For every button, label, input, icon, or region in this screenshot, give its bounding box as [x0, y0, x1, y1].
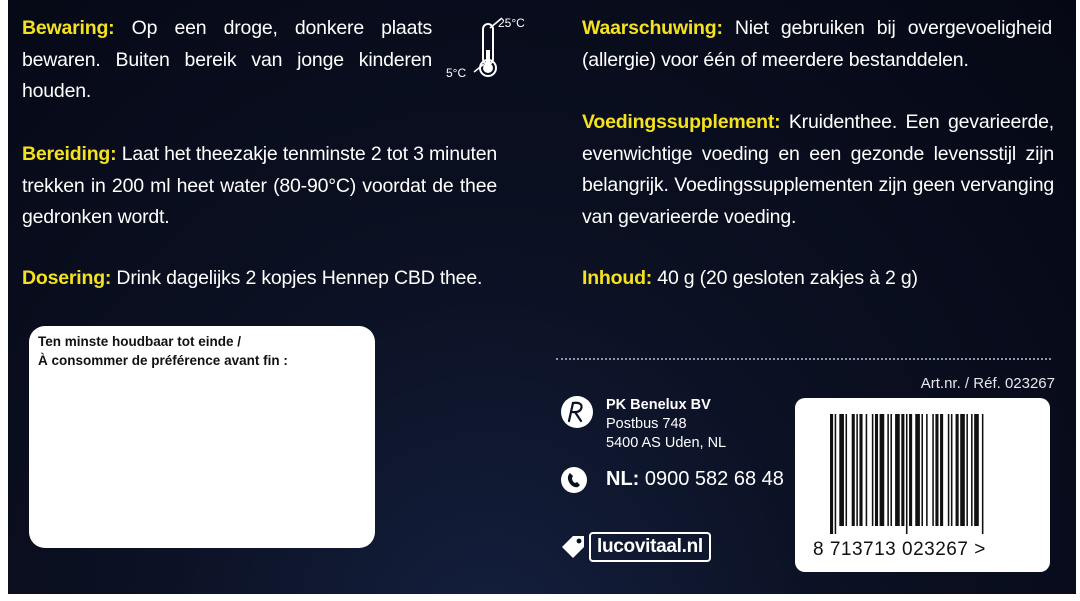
warning-paragraph [582, 13, 1052, 76]
preparation-text: Laat het theezakje tenminste 2 tot 3 minuten trekken in 200 ml heet water (80-90°C) voordat de thee gedronken wordt. [22, 143, 497, 228]
barcode-bar [835, 414, 837, 534]
barcode-bar [971, 414, 973, 526]
best-before-label [38, 332, 368, 370]
barcode-bar [895, 414, 900, 526]
barcode-bar [935, 414, 938, 526]
phone-number [606, 468, 784, 491]
barcode-bar [921, 414, 923, 526]
warning-text: Niet gebruiken bij overgevoeligheid (allergie) voor één of meerdere bestanddelen. [582, 17, 1052, 71]
supplement-text: Kruidenthee. Een gevarieerde, evenwichtige voeding en een gezonde levensstijl zijn belangrijk. Voedingssupplementen zijn geen vervanging van gevarieerde voeding. [582, 111, 1054, 228]
barcode-bar [866, 414, 868, 526]
content-label: Inhoud: [582, 267, 653, 289]
barcode-bar [909, 414, 912, 526]
barcode-bar [974, 414, 979, 526]
thermometer-max-label: 25°C [498, 16, 525, 30]
website-logo [559, 532, 719, 562]
barcode-bar [906, 414, 908, 534]
storage-text: Op een droge, donkere plaats bewaren. Buiten bereik van jonge kinderen houden. [22, 17, 432, 102]
barcode-bar [875, 414, 878, 526]
product-label-back [8, 0, 1076, 594]
company-address-line-1: Postbus 748 [606, 416, 687, 432]
barcode-bar [856, 414, 858, 526]
company-address-line-2: 5400 AS Uden, NL [606, 435, 727, 451]
supplement-paragraph [582, 107, 1054, 233]
best-before-line-2: À consommer de préférence avant fin : [38, 353, 288, 368]
barcode-bar [966, 414, 968, 526]
preparation-paragraph [22, 139, 497, 234]
barcode-icon [830, 414, 1026, 534]
barcode-box [795, 398, 1050, 572]
thermometer-icon [444, 14, 534, 84]
barcode-bar [852, 414, 855, 526]
barcode-bar [948, 414, 950, 526]
barcode-bar [901, 414, 904, 526]
price-tag-icon [559, 533, 587, 561]
supplement-label: Voedingssupplement: [582, 111, 781, 133]
barcode-bar [951, 414, 953, 526]
barcode-bar [830, 414, 833, 534]
dosage-label: Dosering: [22, 267, 112, 289]
storage-paragraph [22, 13, 432, 108]
content-paragraph [582, 263, 1052, 295]
warning-label: Waarschuwing: [582, 17, 723, 39]
barcode-bar [915, 414, 920, 526]
barcode-bar [982, 414, 984, 534]
barcode-bar [880, 414, 885, 526]
barcode-bar [956, 414, 959, 526]
company-name: PK Benelux BV [606, 397, 711, 413]
phone-icon [559, 465, 589, 495]
phone-digits: 0900 582 68 48 [639, 468, 784, 490]
best-before-box [29, 326, 375, 548]
barcode-bar [839, 414, 844, 526]
barcode-bar [890, 414, 892, 526]
barcode-bar [859, 414, 862, 526]
barcode-bar [960, 414, 965, 526]
barcode-bar [846, 414, 848, 526]
dotted-divider [556, 358, 1051, 360]
barcode-bar [872, 414, 874, 526]
content-text: 40 g (20 gesloten zakjes à 2 g) [652, 267, 918, 289]
website-url: lucovitaal.nl [589, 532, 711, 562]
preparation-label: Bereiding: [22, 143, 117, 165]
barcode-bar [940, 414, 943, 526]
barcode-bar [932, 414, 934, 526]
pk-logo-icon [559, 394, 595, 430]
storage-label: Bewaring: [22, 17, 115, 39]
company-address [606, 396, 726, 453]
article-number: Art.nr. / Réf. 023267 [920, 375, 1055, 392]
barcode-number: 8 713713 023267 > [813, 539, 986, 560]
dosage-text: Drink dagelijks 2 kopjes Hennep CBD thee. [111, 267, 483, 289]
barcode-bar [926, 414, 928, 526]
barcode-bar [887, 414, 889, 526]
phone-country-prefix: NL: [606, 468, 640, 490]
best-before-line-1: Ten minste houdbaar tot einde / [38, 334, 242, 349]
dosage-paragraph [22, 263, 512, 295]
thermometer-min-label: 5°C [446, 66, 467, 80]
